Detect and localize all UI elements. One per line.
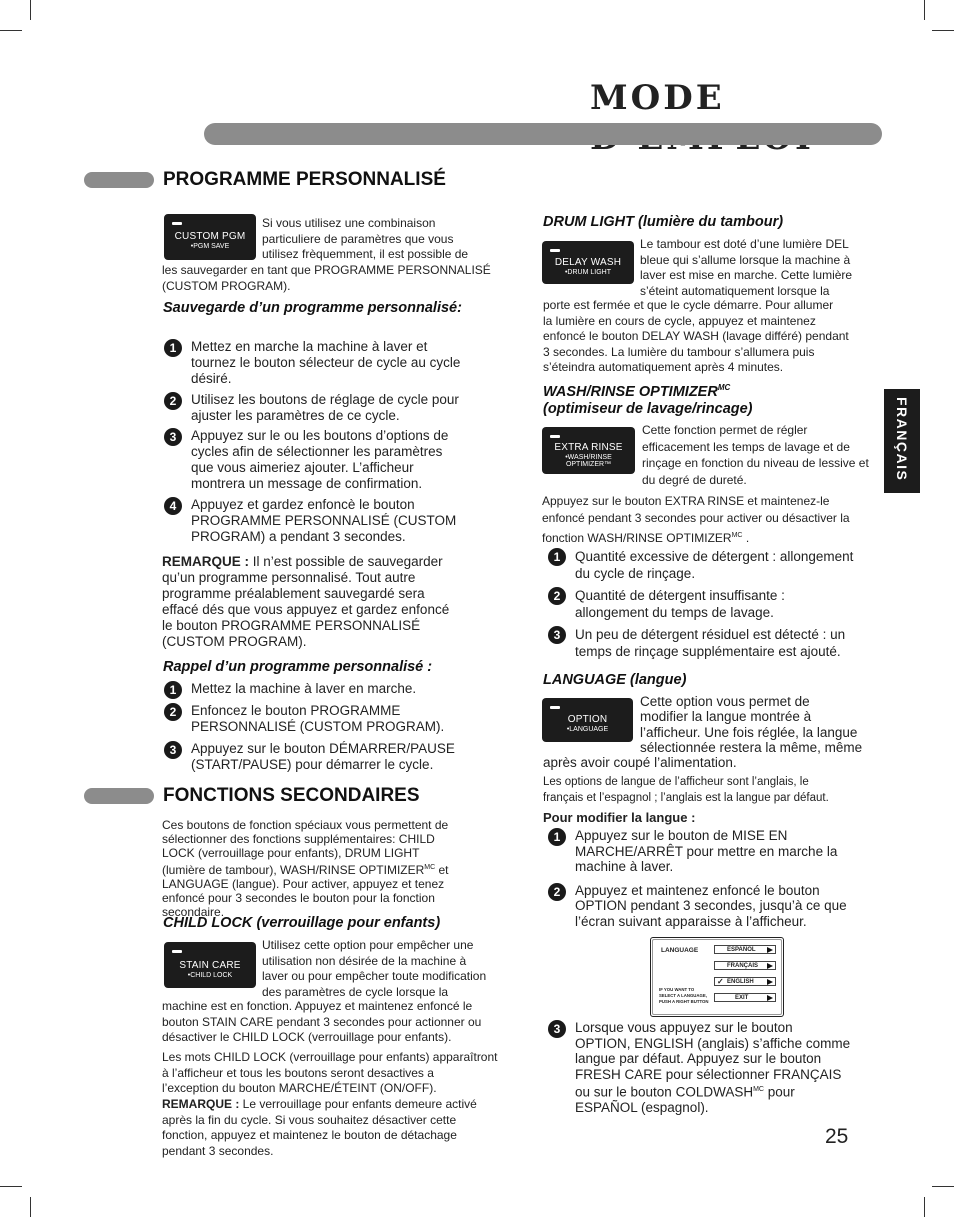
list-item: 2 Appuyez et maintenez enfoncé le bouton OPTION pendant 3 secondes, jusqu’à ce que l’écran suivant apparaisse à l’afficheur. <box>548 883 888 930</box>
custom-pgm-button-image <box>164 214 256 260</box>
section-heading-fonctions: FONCTIONS SECONDAIRES <box>163 785 420 806</box>
option-button-image <box>542 698 633 742</box>
language-text-a: Cette option vous permet de modifier la langue montrée à l’afficheur. Une fois réglée, la langue sélectionnée restera la même, même <box>640 694 863 756</box>
language-text-b: après avoir coupé l’alimentation. <box>543 755 737 770</box>
display-option: EXIT <box>714 993 776 1002</box>
save-steps <box>164 339 494 545</box>
step-number: 3 <box>548 1020 566 1038</box>
child-lock-text-a: Utilisez cette option pour empêcher une utilisation non désirée de la machine à laver ou pour empêcher toute modification des paramètres de cycle lorsque la <box>262 938 487 999</box>
display-option: ESPAÑOL <box>714 945 776 954</box>
recall-steps <box>164 681 494 773</box>
language-steps <box>548 828 888 930</box>
list-item: 2 Utilisez les boutons de réglage de cycle pour ajuster les paramètres de ce cycle. <box>164 392 494 424</box>
step-number: 3 <box>164 741 182 759</box>
child-lock-text-c: Les mots CHILD LOCK (verrouillage pour enfants) apparaîtront à l’afficheur et tous les boutons seront desactives a l’exception du bouton MARCHE/ÉTEINT (ON/OFF). <box>162 1050 498 1095</box>
delay-wash-button-image <box>542 241 634 284</box>
list-item: 4 Appuyez et gardez enfoncè le bouton PROGRAMME PERSONNALISÉ (CUSTOM PROGRAM) a pendant 3 secondes. <box>164 497 494 545</box>
section-heading-programme: PROGRAMME PERSONNALISÉ <box>163 169 446 190</box>
crop-mark <box>0 30 22 31</box>
button-sublabel: •WASH/RINSE <box>565 454 612 461</box>
button-sublabel: •CHILD LOCK <box>187 972 233 979</box>
arrow-right-icon <box>767 979 773 985</box>
recall-heading: Rappel d’un programme personnalisé : <box>163 659 433 675</box>
step-number: 1 <box>164 339 182 357</box>
language-final-step <box>548 1020 888 1116</box>
display-label: LANGUAGE <box>661 947 699 954</box>
intro-text-b: les sauvegarder en tant que PROGRAMME PERSONNALISÉ (CUSTOM PROGRAM). <box>162 263 491 293</box>
crop-mark <box>30 0 31 20</box>
modify-heading: Pour modifier la langue : <box>543 810 696 825</box>
display-option: FRANÇAIS <box>714 961 776 970</box>
crop-mark <box>0 1186 22 1187</box>
remark-label: REMARQUE : <box>162 554 249 569</box>
crop-mark <box>30 1197 31 1217</box>
step-number: 1 <box>548 828 566 846</box>
page-number: 25 <box>825 1125 849 1148</box>
list-item: 1 Quantité excessive de détergent : allongement du cycle de rinçage. <box>548 548 888 582</box>
page-title: MODE <box>590 78 725 118</box>
step-number: 3 <box>164 428 182 446</box>
display-note: IF YOU WANT TO SELECT A LANGUAGE, PUSH A RIGHT BUTTON <box>659 987 709 1004</box>
extra-rinse-button-image <box>542 427 635 474</box>
side-tab-label: FRANÇAIS <box>894 397 910 482</box>
crop-mark <box>924 1197 925 1217</box>
step-number: 2 <box>164 703 182 721</box>
crop-mark <box>924 0 925 20</box>
list-item: 3 Un peu de détergent résiduel est détecté : un temps de rinçage supplémentaire est ajouté. <box>548 626 888 660</box>
child-lock-remark: REMARQUE : Le verrouillage pour enfants demeure activé après la fin du cycle. Si vous souhaitez désactiver cette fonction, appuyez et maintenez le bouton de détachage pendant 3 secondes. <box>162 1097 477 1158</box>
button-label: DELAY WASH <box>554 257 622 268</box>
step-number: 2 <box>548 883 566 901</box>
save-heading: Sauvegarde d’un programme personnalisé: <box>163 300 462 316</box>
list-item: 3 Appuyez sur le bouton DÉMARRER/PAUSE (START/PAUSE) pour démarrer le cycle. <box>164 741 494 773</box>
list-item: 3 Appuyez sur le ou les boutons d’options de cycles afin de sélectionner les paramètres que vous aimeriez ajouter. L’afficheur montrera un message de confirmation. <box>164 428 494 492</box>
crop-mark <box>932 1186 954 1187</box>
step-number: 2 <box>164 392 182 410</box>
language-display-screen <box>650 937 784 1017</box>
child-lock-text-b: machine est en fonction. Appuyez et maintenez enfoncé le bouton STAIN CARE pendant 3 secondes pour actionner ou désactiver le CHILD LOCK (verrouillage pour enfants). <box>162 999 482 1044</box>
list-item: 1 Appuyez sur le bouton de MISE EN MARCHE/ARRÊT pour mettre en marche la machine à laver. <box>548 828 888 875</box>
button-label: CUSTOM PGM <box>174 231 246 242</box>
check-icon: ✓ <box>717 977 724 986</box>
wash-steps <box>548 548 888 660</box>
stain-care-button-image <box>164 942 256 988</box>
step-number: 3 <box>548 626 566 644</box>
arrow-right-icon <box>767 947 773 953</box>
crop-mark <box>932 30 954 31</box>
list-item: 1 Mettez en marche la machine à laver et tournez le bouton sélecteur de cycle au cycle désiré. <box>164 339 494 387</box>
button-label: OPTION <box>567 714 608 725</box>
wash-rinse-heading: WASH/RINSE $OPTIMIZER^{MC}$ (optimiseur de lavage/rincage) <box>543 383 753 417</box>
list-item: 2 Quantité de détergent insuffisante : allongement du temps de lavage. <box>548 587 888 621</box>
drum-light-heading: DRUM LIGHT (lumière du tambour) <box>543 214 784 230</box>
step-number: 1 <box>164 681 182 699</box>
remark-text: REMARQUE : Il n’est possible de sauvegarder qu’un programme personnalisé. Tout autre programme préalablement sauvegardé sera effacé dés que vous appuyez et gardez enfoncé le bouton PROGRAMME PERSONNALISÉ (CUSTOM PROGRAM). <box>162 554 450 649</box>
drum-light-text-b: porte est fermée et que le cycle démarre. Pour allumer la lumière en cours de cycle, appuyez et maintenez enfoncé le bouton DELAY WASH (lavage différé) pendant 3 secondes. La lumière du tambour s’allumera puis s’éteindra automatiquement après 4 minutes. <box>543 298 849 374</box>
language-heading: LANGUAGE (langue) <box>543 672 687 688</box>
button-sublabel: •DRUM LIGHT <box>564 269 611 276</box>
wash-rinse-text-b: Appuyez sur le bouton EXTRA RINSE et maintenez-le enfoncé pendant 3 secondes pour activer ou désactiver la fonction WASH/RINSE $OPTIMIZER^{MC}$ . <box>542 494 850 545</box>
remark-label: REMARQUE : <box>162 1097 240 1111</box>
language-side-tab <box>884 389 920 493</box>
button-sublabel: OPTIMIZER™ <box>565 461 612 468</box>
button-sublabel: •PGM SAVE <box>190 243 230 250</box>
button-sublabel: •LANGUAGE <box>566 726 609 733</box>
button-label: STAIN CARE <box>179 960 241 971</box>
child-lock-heading: CHILD LOCK (verrouillage pour enfants) <box>163 915 441 931</box>
arrow-right-icon <box>767 963 773 969</box>
display-option: ✓ ENGLISH <box>714 977 776 986</box>
list-item: 1 Mettez la machine à laver en marche. <box>164 681 494 699</box>
step-number: 1 <box>548 548 566 566</box>
wash-rinse-text-a: Cette fonction permet de régler efficacement les temps de lavage et de rinçage en fonction du niveau de lessive et du degré de dureté. <box>642 423 869 487</box>
intro-text-a: Si vous utilisez une combinaison particuliere de paramètres que vous utilisez frèquemment, il est possible de <box>262 216 469 261</box>
list-item: 2 Enfoncez le bouton PROGRAMME PERSONNALISÉ (CUSTOM PROGRAM). <box>164 703 494 735</box>
section-marker <box>84 172 154 188</box>
step-number: 2 <box>548 587 566 605</box>
step-number: 4 <box>164 497 182 515</box>
header-bar <box>204 123 882 145</box>
button-label: EXTRA RINSE <box>554 442 623 453</box>
functions-intro-text: Ces boutons de fonction spéciaux vous permettent de sélectionner des fonctions supplémentaires: CHILD LOCK (verrouillage pour enfants), DRUM LIGHT (lumière de tambour), WASH/RINSE $OPTIMIZER^{MC}$ et LANGUAGE (langue). Pour activer, appuyez et tenez enfoncé pour 3 secondes le bouton pour la fonction secondaire. <box>162 818 449 920</box>
drum-light-text-a: Le tambour est doté d’une lumière DEL bleue qui s’allume lorsque la machine à laver est mise en marche. Cette lumière s’éteint automatiquement lorsque la <box>640 237 853 298</box>
language-text-c: Les options de langue de l’afficheur sont l’anglais, le français et l’espagnol ; l’anglais est la langue par défaut. <box>543 776 829 804</box>
section-marker <box>84 788 154 804</box>
arrow-right-icon <box>767 995 773 1001</box>
list-item: 3 Lorsque vous appuyez sur le bouton OPTION, ENGLISH (anglais) s’affiche comme langue par défaut. Appuyez sur le bouton FRESH CARE pour sélectionner FRANÇAIS ou sur le bouton $COLDWASH^{MC}$ pour ESPAÑOL (espagnol). <box>548 1020 888 1116</box>
